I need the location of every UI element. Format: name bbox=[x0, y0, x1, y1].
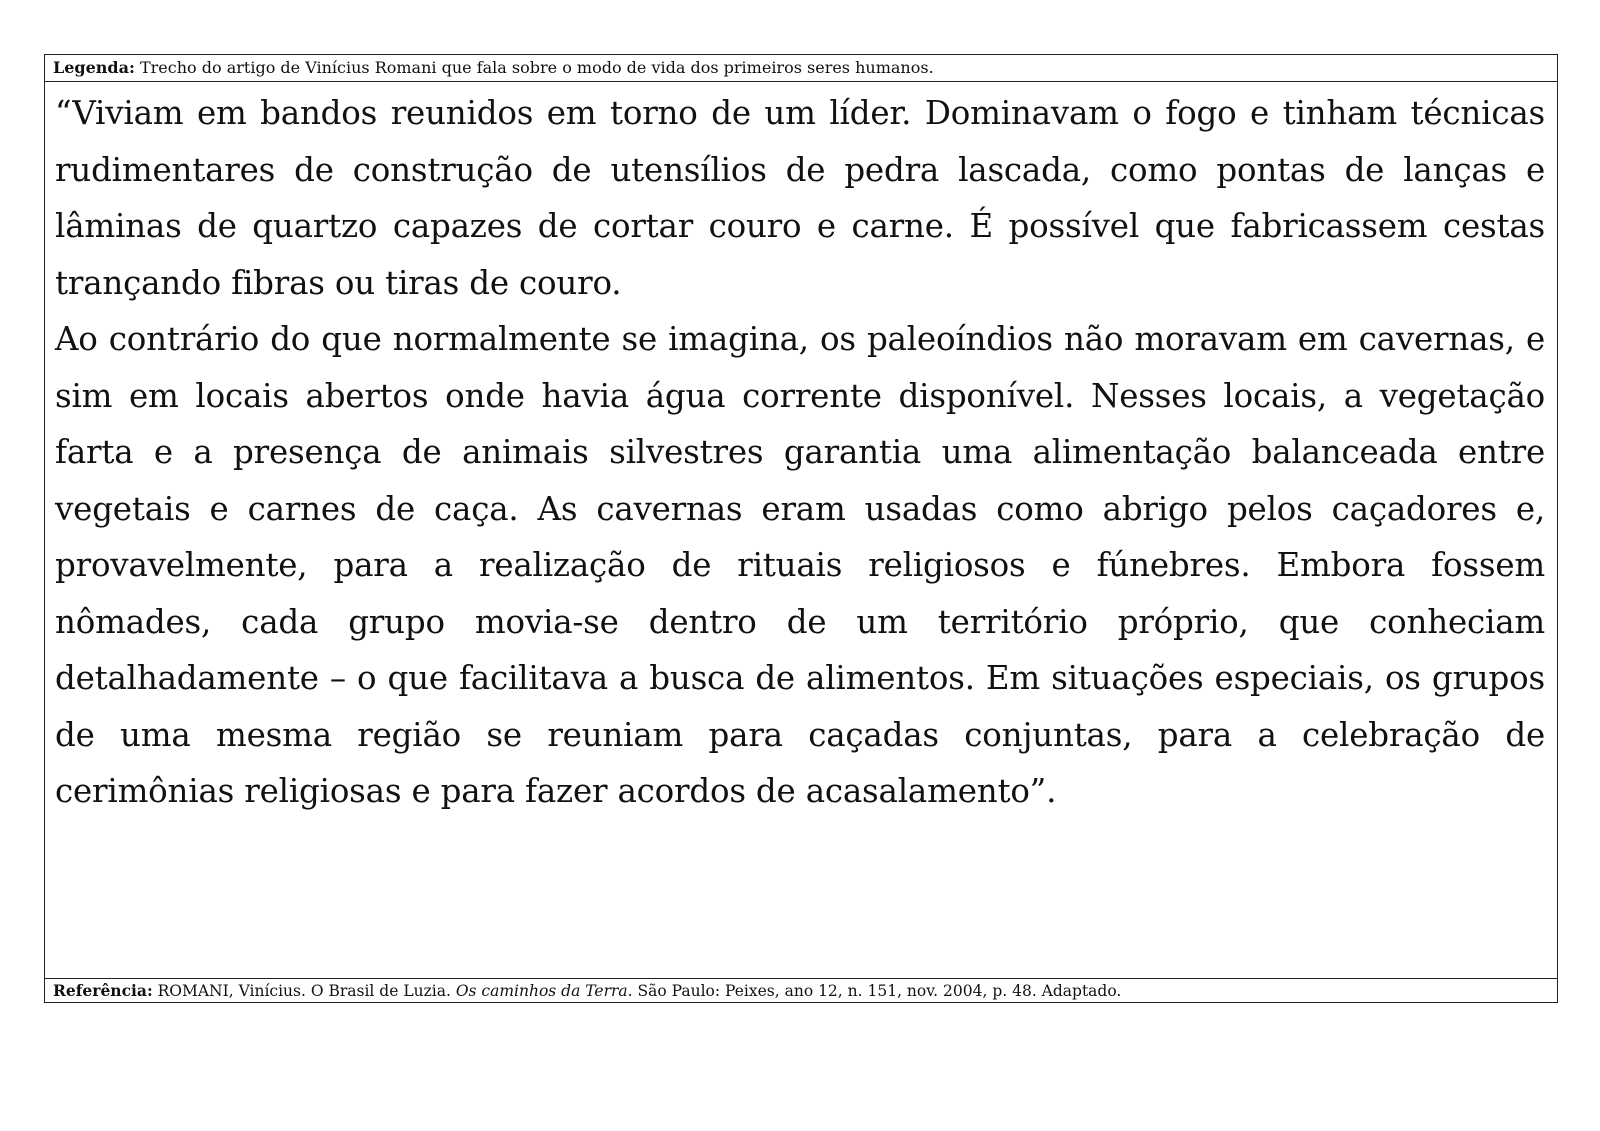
caption-label: Legenda: bbox=[53, 58, 135, 77]
quote-text bbox=[45, 82, 1557, 978]
reference-label: Referência: bbox=[53, 981, 153, 1000]
quote-paragraph-2: Ao contrário do que normalmente se imagina, os paleoíndios não moravam em cavernas, e sim em locais abertos onde havia água corrente disponível. Nesses locais, a vegetação farta e a presença de animais silvestres garantia uma alimentação balanceada entre vegetais e carnes de caça. As cavernas eram usadas como abrigo pelos caçadores e, provavelmente, para a realização de rituais religiosos e fúnebres. Embora fossem nômades, cada grupo movia-se dentro de um território próprio, que conheciam detalhadamente – o que facilitava a busca de alimentos. Em situações especiais, os grupos de uma mesma região se reuniam para caçadas conjuntas, para a celebração de cerimônias religiosas e para fazer acordos de acasalamento”. bbox=[55, 320, 1545, 810]
reference-row bbox=[45, 978, 1557, 1002]
quote-box bbox=[44, 54, 1558, 1003]
caption-row bbox=[45, 55, 1557, 82]
caption-text: Trecho do artigo de Vinícius Romani que fala sobre o modo de vida dos primeiros seres humanos. bbox=[134, 58, 934, 77]
quote-paragraph-1: “Viviam em bandos reunidos em torno de um líder. Dominavam o fogo e tinham técnicas rudimentares de construção de utensílios de pedra lascada, como pontas de lanças e lâminas de quartzo capazes de cortar couro e carne. É possível que fabricassem cestas trançando fibras ou tiras de couro. bbox=[55, 94, 1545, 302]
reference-text-before: ROMANI, Vinícius. O Brasil de Luzia. bbox=[152, 982, 456, 1000]
reference-text-after: . São Paulo: Peixes, ano 12, n. 151, nov. 2004, p. 48. Adaptado. bbox=[627, 982, 1122, 1000]
reference-publication: Os caminhos da Terra bbox=[455, 982, 628, 1000]
